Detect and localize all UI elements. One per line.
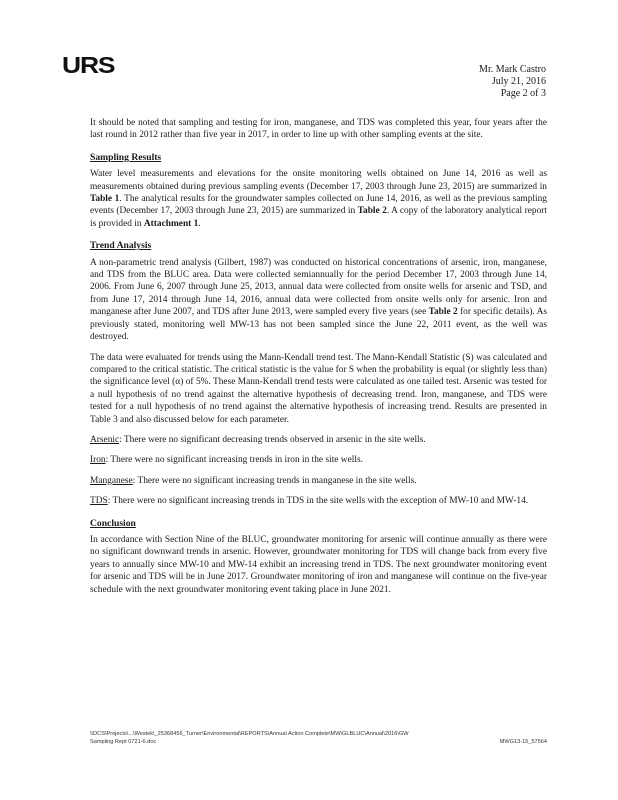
iron-result: Iron: There were no significant increasing trends in iron in the site wells. xyxy=(90,455,363,466)
letter-body xyxy=(90,117,547,604)
letter-header xyxy=(479,64,546,100)
trend-analysis-paragraph-2: The data were evaluated for trends using the Mann-Kendall trend test. The Mann-Kendall Statistic (S) was calculated and compared to the critical statistic. The critical statistic is the value for S when the probability is equal (or slightly less than) the significance level (α) of 5%. These Mann-Kendall trend tests were calculated as one tailed test. Arsenic was tested for a null hypothesis of no trend against the alternative hypothesis of decreasing trend. Iron, manganese, and TDS were tested for a null hypothesis of no trend against the alternative hypothesis of increasing trend. Results are presented in Table 3 and also discussed below for each parameter. xyxy=(90,352,547,425)
recipient-name: Mr. Mark Castro xyxy=(479,64,546,75)
arsenic-label: Arsenic xyxy=(90,434,120,445)
urs-logo: URS xyxy=(62,52,115,78)
sampling-results-paragraph: Water level measurements and elevations for the onsite monitoring wells obtained on June 14, 2016 as well as measurements obtained during previous sampling events (December 17, 2003 through June 23, 2015) are summarized in Table 1. The analytical results for the groundwater samples collected on June 14, 2016, as well as the previous sampling events (December 17, 2003 through June 23, 2015) are summarized in Table 2. A copy of the laboratory analytical report is provided in Attachment 1. xyxy=(90,169,548,229)
letter-date: July 21, 2016 xyxy=(491,76,546,87)
table2-ref-2: Table 2 xyxy=(428,307,458,318)
attachment1-ref: Attachment 1 xyxy=(143,218,199,229)
intro-paragraph: It should be noted that sampling and testing for iron, manganese, and TDS was completed this year, four years after the last round in 2012 rather than five year in 2017, in order to line up with other sampling events at the site. xyxy=(90,118,547,141)
document-code: MWG13-15_57564 xyxy=(499,739,547,745)
trend-analysis-heading: Trend Analysis xyxy=(90,240,152,252)
tds-label: TDS xyxy=(90,496,108,507)
file-path-line-2: Sampling Rept 0721-6.doc xyxy=(90,739,157,745)
table1-ref: Table 1 xyxy=(90,194,120,205)
sampling-results-heading: Sampling Results xyxy=(90,151,162,163)
page-number: Page 2 of 3 xyxy=(500,88,546,99)
arsenic-result: Arsenic: There were no significant decreasing trends observed in arsenic in the site wells. xyxy=(90,434,426,445)
file-path-line-1: \\DCS\Projects\...\Westek\_25368456_Turner\Environmental\REPORTS\Annual Action Complete\MW\GLBLUC\Annual\2016\GW xyxy=(90,731,409,737)
manganese-label: Manganese xyxy=(90,475,133,486)
tds-result: TDS: There were no significant increasing trends in TDS in the site wells with the exception of MW-10 and MW-14. xyxy=(90,496,529,507)
document-footer xyxy=(90,730,547,746)
trend-analysis-paragraph-1: A non-parametric trend analysis (Gilbert, 1987) was conducted on historical concentrations of arsenic, iron, manganese, and TDS from the BLUC area. Data were collected semiannually for the period December 17, 2003 through June 14, 2006. From June 6, 2007 through June 25, 2013, annual data were collected from onsite wells for arsenic and TSD, and from June 17, 2014 through June 14, 2016, annual data were collected from onsite wells only for arsenic. Iron and manganese after June 2007, and TDS after June 2013, were sampled every five years (see Table 2 for specific details). As previously stated, monitoring well MW-13 has not been sampled since the June 22, 2011 event, as the well was destroyed. xyxy=(90,257,548,343)
table2-ref: Table 2 xyxy=(357,206,387,217)
conclusion-paragraph: In accordance with Section Nine of the BLUC, groundwater monitoring for arsenic will continue annually as there were no significant downward trends in arsenic. However, groundwater monitoring for TDS will change back from every five years to annually since MW-10 and MW-14 exhibit an increasing trend in TDS. The next groundwater monitoring event for arsenic and TDS will be in June 2017. Groundwater monitoring of iron and manganese will continue on the five-year schedule with the next groundwater monitoring event taking place in June 2021. xyxy=(90,534,547,595)
conclusion-heading: Conclusion xyxy=(90,517,136,529)
manganese-result: Manganese: There were no significant increasing trends in manganese in the site wells. xyxy=(90,475,417,486)
iron-label: Iron xyxy=(90,455,106,466)
